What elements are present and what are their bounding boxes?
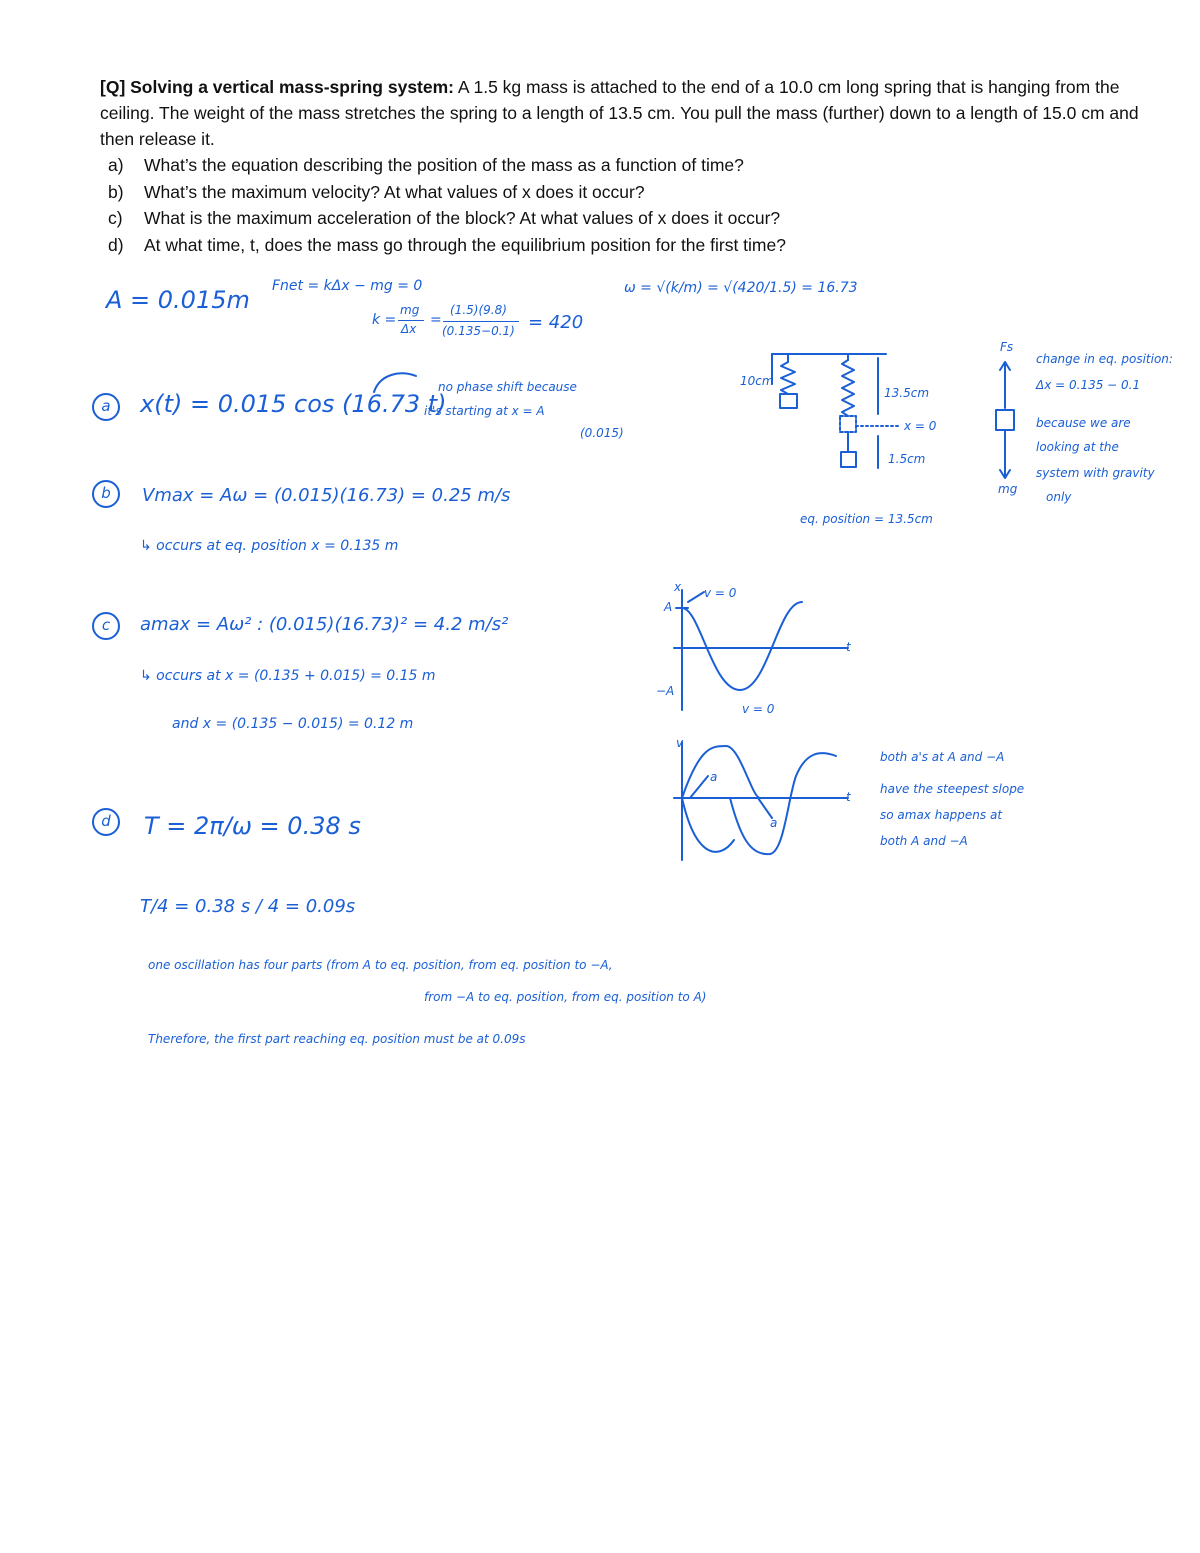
- amplitude-label: A: [664, 600, 673, 614]
- position-equation: x(t) = 0.015 cos (16.73 t): [140, 390, 447, 418]
- part-text: What’s the equation describing the position of the mass as a function of time?: [144, 155, 744, 175]
- part-label: c): [108, 208, 123, 228]
- k-result: = 420: [528, 312, 584, 333]
- question-body: A 1.5 kg mass is attached to the end of a 10.0 cm long spring that is hanging from the ceiling. The weight of the mass stretches the spring to a length of 13.5 cm. You pull the mass (further) down to a length of 15.0 cm and then release it.: [100, 77, 1139, 149]
- quarter-period-equation: T/4 = 0.38 s / 4 = 0.09s: [140, 896, 356, 917]
- max-velocity-note: ↳ occurs at eq. position x = 0.135 m: [140, 538, 399, 554]
- phase-note-2: it's starting at x = A: [424, 404, 545, 418]
- slope-note-3: so amax happens at: [880, 808, 1003, 822]
- question-part-b: [108, 179, 1108, 206]
- k-frac1-den: Δx: [401, 322, 417, 336]
- free-body-diagram: [990, 350, 1020, 490]
- part-label: b): [108, 181, 124, 202]
- phase-note-1: no phase shift because: [438, 380, 577, 394]
- max-velocity-equation: Vmax = Aω = (0.015)(16.73) = 0.25 m/s: [142, 485, 511, 506]
- question-part-c: [108, 205, 1108, 232]
- fraction-bar: [443, 321, 519, 322]
- part-c-marker: c: [92, 612, 120, 640]
- spring-length-1-5cm: 1.5cm: [888, 452, 926, 466]
- part-a-marker: a: [92, 393, 120, 421]
- gravity-force-label: mg: [998, 482, 1018, 496]
- k-frac2-den: (0.135−0.1): [442, 324, 515, 338]
- k-frac2-num: (1.5)(9.8): [450, 303, 507, 317]
- net-force-equation: Fnet = kΔx − mg = 0: [272, 278, 423, 294]
- velocity-time-sketch: [660, 736, 860, 866]
- question-text: [100, 74, 1140, 152]
- slope-label-bottom: a: [770, 816, 778, 830]
- slope-note-2: have the steepest slope: [880, 782, 1025, 796]
- k-lhs: k =: [372, 312, 397, 328]
- question-lead: [Q] Solving a vertical mass-spring system:: [100, 77, 455, 97]
- part-label: a): [108, 155, 124, 175]
- part-text: At what time, t, does the mass go through the equilibrium position for the first time?: [144, 234, 786, 255]
- slope-label-top: a: [710, 770, 718, 784]
- omega-equation: ω = √(k/m) = √(420/1.5) = 16.73: [624, 280, 858, 296]
- max-acceleration-note-2: and x = (0.135 − 0.015) = 0.12 m: [172, 716, 414, 732]
- velocity-axis-label: v: [676, 736, 684, 750]
- time-axis-label-1: t: [846, 640, 851, 654]
- equilibrium-position-note: eq. position = 13.5cm: [800, 512, 933, 526]
- spring-force-label: Fs: [1000, 340, 1014, 354]
- eq-change-note-1: change in eq. position:: [1036, 352, 1173, 366]
- question-part-d: [108, 232, 1108, 259]
- question-part-a: [108, 152, 1108, 179]
- k-frac1-num: mg: [400, 303, 420, 317]
- part-text: What is the maximum acceleration of the block? At what values of x does it occur?: [144, 208, 781, 228]
- max-acceleration-note-1: ↳ occurs at x = (0.135 + 0.015) = 0.15 m: [140, 668, 436, 684]
- slope-note-4: both A and −A: [880, 834, 968, 848]
- velocity-zero-bottom: v = 0: [742, 702, 775, 716]
- time-axis-label-2: t: [846, 790, 851, 804]
- spring-length-10cm: 10cm: [740, 374, 774, 388]
- max-acceleration-equation: amax = Aω² : (0.015)(16.73)² = 4.2 m/s²: [140, 614, 509, 635]
- gravity-note-4: only: [1046, 490, 1072, 504]
- equilibrium-x0: x = 0: [904, 419, 937, 433]
- spring-diagram: [760, 340, 960, 530]
- velocity-zero-top: v = 0: [704, 586, 737, 600]
- oscillation-note-1: one oscillation has four parts (from A to eq. position, from eq. position to −A,: [148, 958, 613, 972]
- gravity-note-1: because we are: [1036, 416, 1131, 430]
- gravity-note-3: system with gravity: [1036, 466, 1155, 480]
- spring-length-13-5cm: 13.5cm: [884, 386, 930, 400]
- slope-note-1: both a's at A and −A: [880, 750, 1005, 764]
- question-parts: [108, 152, 1108, 258]
- part-label: d): [108, 234, 124, 255]
- phase-note-3: (0.015): [580, 426, 624, 440]
- part-d-marker: d: [92, 808, 120, 836]
- gravity-note-2: looking at the: [1036, 440, 1119, 454]
- amplitude-note: A = 0.015m: [106, 286, 250, 314]
- part-b-marker: b: [92, 480, 120, 508]
- x-axis-label: x: [674, 580, 682, 594]
- oscillation-note-2: from −A to eq. position, from eq. position to A): [424, 990, 707, 1004]
- fraction-bar: [398, 320, 424, 321]
- k-equals: =: [430, 312, 442, 328]
- neg-amplitude-label: −A: [656, 684, 675, 698]
- part-text: What’s the maximum velocity? At what values of x does it occur?: [144, 181, 645, 202]
- period-equation: T = 2π/ω = 0.38 s: [144, 812, 361, 840]
- annotation-arrow: [370, 366, 420, 396]
- eq-change-note-2: Δx = 0.135 − 0.1: [1036, 378, 1141, 392]
- conclusion-note: Therefore, the first part reaching eq. position must be at 0.09s: [148, 1032, 526, 1046]
